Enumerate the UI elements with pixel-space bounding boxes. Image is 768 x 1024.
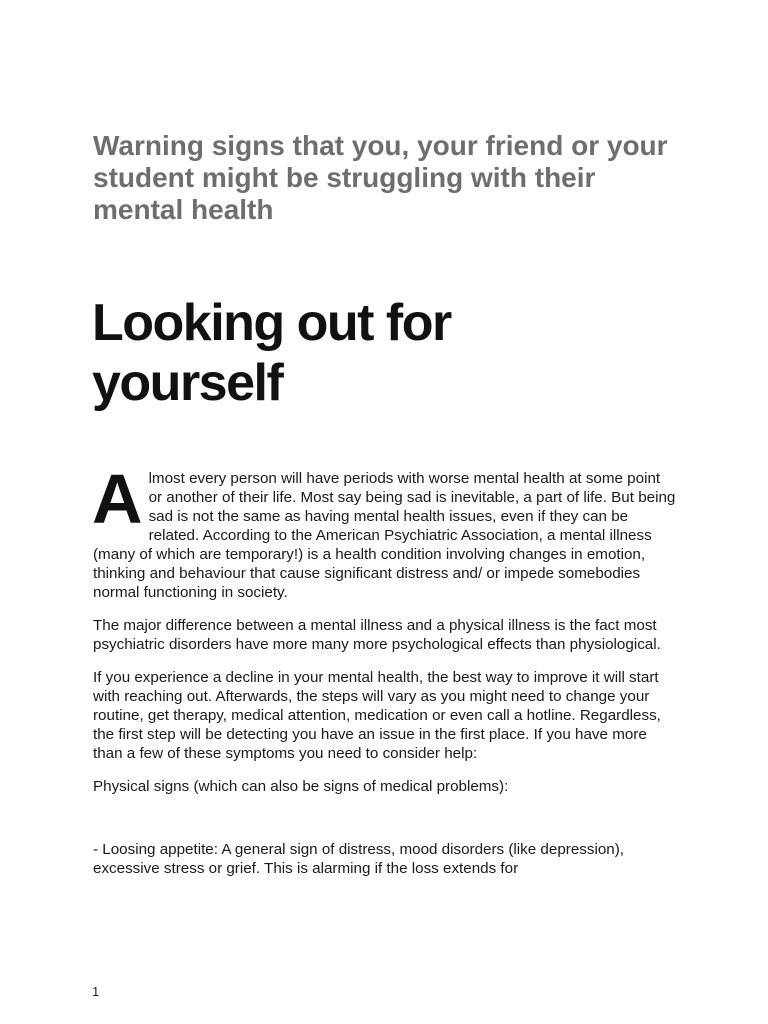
page-number: 1 bbox=[92, 984, 100, 999]
help-paragraph: If you experience a decline in your mental health, the best way to improve it will start with reaching out. Afterwards, the steps will vary as you might need to change your routine, get therapy, medical attention, medication or even call a hotline. Regardless, the first step will be detecting you have an issue in the first place. If you have more than a few of these symptoms you need to consider help: bbox=[93, 669, 661, 762]
physical-signs-heading: Physical signs (which can also be signs of medical problems): bbox=[93, 778, 509, 795]
document-subtitle: Warning signs that you, your friend or your student might be struggling with their mental health bbox=[93, 130, 668, 225]
drop-cap: A bbox=[92, 460, 143, 538]
appetite-paragraph: - Loosing appetite: A general sign of distress, mood disorders (like depression), excessive stress or grief. This is alarming if the loss extends for bbox=[93, 841, 625, 877]
document-title: Looking out for yourself bbox=[92, 294, 451, 412]
document-body bbox=[92, 460, 677, 892]
spacer bbox=[93, 810, 677, 840]
intro-paragraph-text: lmost every person will have periods with worse mental health at some point or another of their life. Most say being sad is inevitable, a part of life. But being sad is not the same as having mental health issues, even if they can be related. According to the American Psychiatric Association, a mental illness (many of which are temporary!) is a health condition involving changes in emotion, thinking and behaviour that cause significant distress and/ or impede somebodies normal functioning in society. bbox=[93, 470, 676, 601]
difference-paragraph: The major difference between a mental illness and a physical illness is the fact most psychiatric disorders have more many more psychological effects than physiological. bbox=[93, 617, 661, 653]
intro-paragraph bbox=[92, 460, 677, 602]
